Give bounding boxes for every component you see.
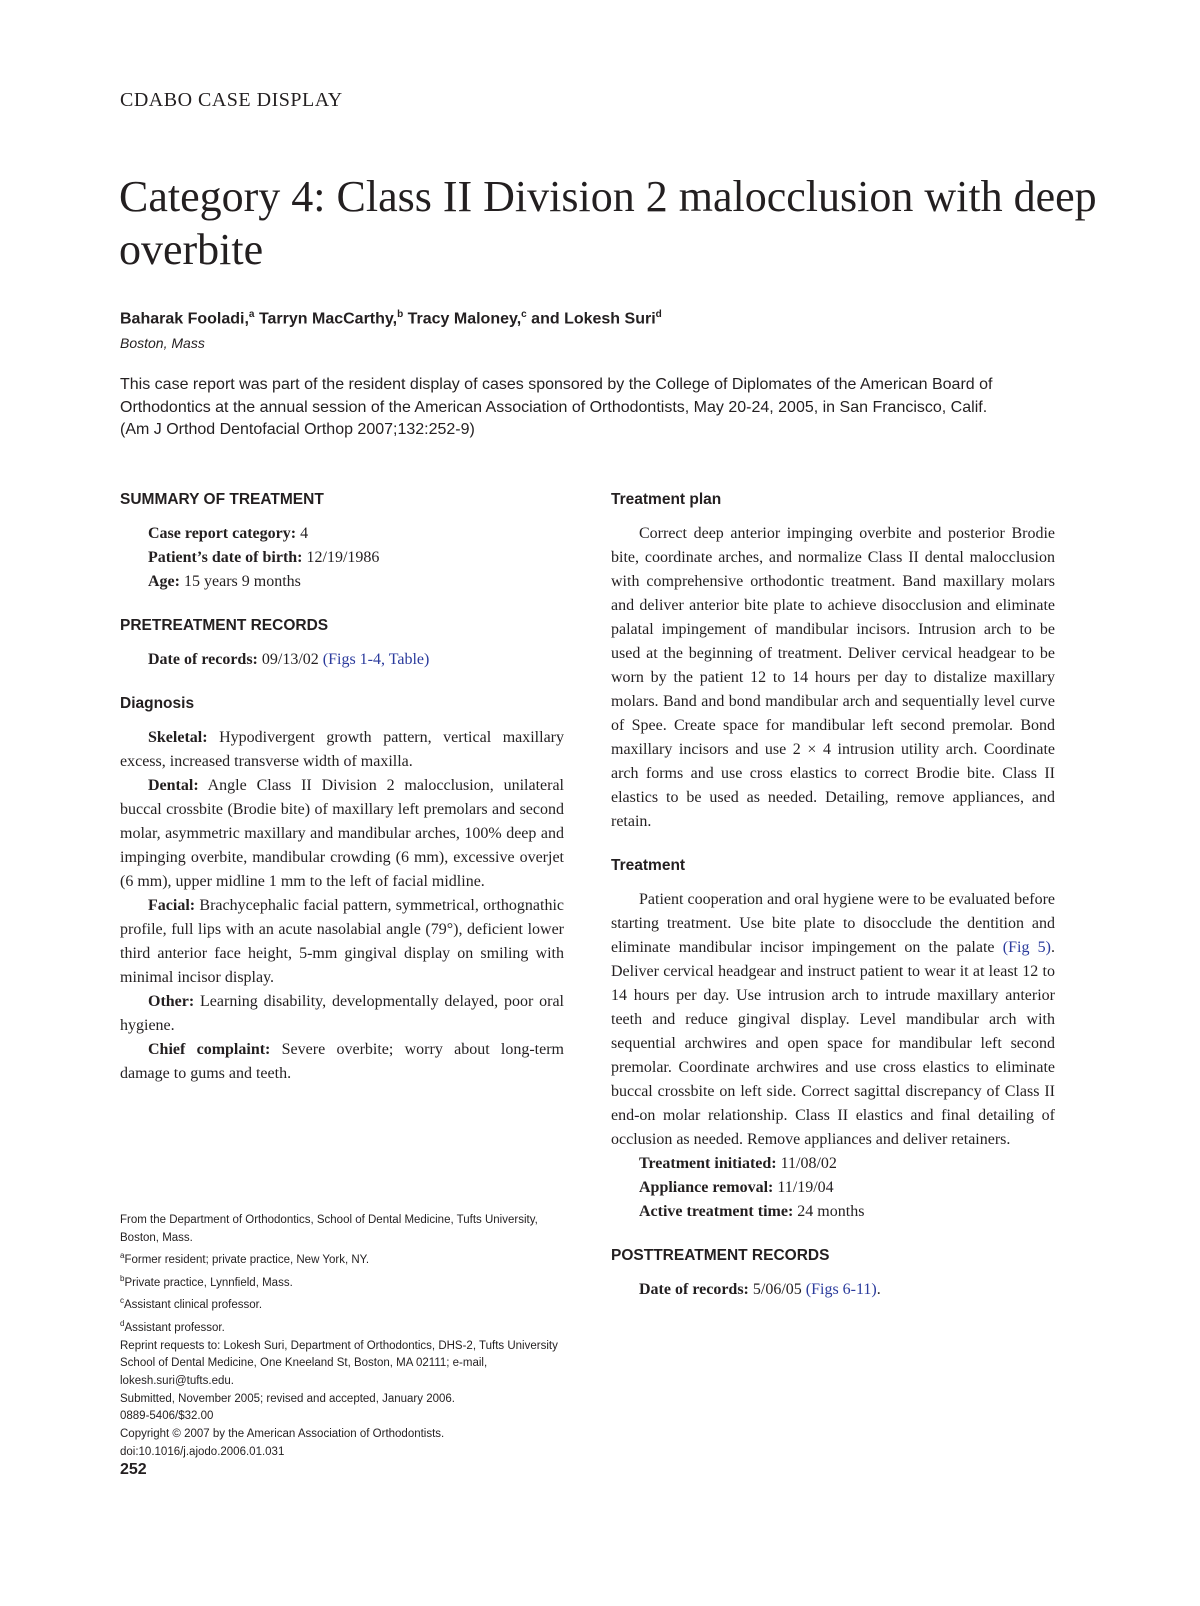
other-paragraph	[120, 990, 564, 1038]
pretreatment-date-value: 09/13/02	[261, 651, 319, 668]
skeletal-label: Skeletal:	[148, 729, 208, 746]
footnote-mark: a	[120, 1251, 125, 1261]
facial-label: Facial:	[148, 897, 196, 914]
page-number: 252	[120, 1461, 147, 1478]
case-category-value: 4	[300, 525, 309, 542]
footnote-mark: c	[120, 1296, 124, 1306]
chief-complaint-paragraph	[120, 1038, 564, 1086]
footnote-copyright: Copyright © 2007 by the American Association of Orthodontists.	[120, 1428, 445, 1441]
fig-5-link[interactable]: (Fig 5)	[1002, 939, 1051, 956]
treatment-paragraph	[611, 888, 1055, 1152]
footnote-text: Assistant professor.	[124, 1321, 225, 1334]
footnote-a	[120, 1247, 564, 1270]
author-name: and Lokesh Suri	[531, 310, 656, 328]
chief-complaint-text: Severe overbite; worry about long-term damage to gums and teeth.	[120, 1041, 564, 1082]
author-affiliation-mark: d	[655, 309, 662, 320]
figs-1-4-link[interactable]: (Figs 1-4, Table)	[322, 651, 430, 668]
other-label: Other:	[148, 993, 195, 1010]
dob-line	[120, 546, 564, 570]
facial-paragraph	[120, 894, 564, 990]
pretreatment-date-line	[120, 648, 564, 672]
posttreatment-date-label: Date of records:	[639, 1281, 749, 1298]
age-value: 15 years 9 months	[183, 573, 301, 590]
treatment-initiated-label: Treatment initiated:	[639, 1155, 777, 1172]
posttreatment-date-suffix: .	[876, 1281, 881, 1298]
footnote-mark: d	[120, 1319, 125, 1328]
footnote-doi: doi:10.1016/j.ajodo.2006.01.031	[120, 1445, 285, 1458]
footnote-price: 0889-5406/$32.00	[120, 1410, 214, 1423]
author-name: Baharak Fooladi,	[120, 310, 249, 328]
dental-paragraph	[120, 774, 564, 894]
author-affiliation-mark: c	[521, 309, 527, 320]
right-column	[611, 490, 1055, 1302]
footnote-affiliation: From the Department of Orthodontics, School of Dental Medicine, Tufts University, Boston, Mass.	[120, 1214, 538, 1244]
abstract: This case report was part of the resident display of cases sponsored by the College of Diplomates of the American Board of Orthodontics at the annual session of the American Association of Orthodontists, May 20-24, 2005, in San Francisco, Calif. (Am J Orthod Dentofacial Orthop 2007;132:252-9)	[120, 376, 993, 438]
figs-6-11-link[interactable]: (Figs 6-11)	[805, 1281, 877, 1298]
treatment-text-part2: . Deliver cervical headgear and instruct patient to wear it at least 12 to 14 hours per day. Use intrusion arch to intrude maxillary anterior teeth and reduce gingival display. Level mandibular arch with sequential archwires and open space for mandibular left second premolar. Coordinate archwires and use cross elastics to eliminate buccal crossbite on left side. Correct sagittal discrepancy of Class II end-on molar relationship. Class II elastics and final detailing of occlusion as needed. Remove appliances and deliver retainers.	[611, 939, 1055, 1148]
facial-text: Brachycephalic facial pattern, symmetrical, orthognathic profile, full lips with an acute nasolabial angle (79°), deficient lower third anterior face height, 5-mm gingival display on smiling with minimal incisor display.	[120, 897, 565, 986]
dental-label: Dental:	[148, 777, 199, 794]
age-line	[120, 570, 564, 594]
left-column	[120, 490, 564, 1086]
footnote-text: Assistant clinical professor.	[124, 1299, 263, 1312]
author-location: Boston, Mass	[120, 335, 205, 351]
posttreatment-heading: POSTTREATMENT RECORDS	[611, 1247, 830, 1264]
dental-text: Angle Class II Division 2 malocclusion, unilateral buccal crossbite (Brodie bite) of maxillary left premolars and second molar, asymmetric maxillary and mandibular arches, 100% deep and impinging overbite, mandibular crowding (6 mm), excessive overjet (6 mm), upper midline 1 mm to the left of facial midline.	[120, 777, 564, 890]
pretreatment-heading: PRETREATMENT RECORDS	[120, 617, 329, 634]
footnotes	[120, 1212, 564, 1461]
case-category-label: Case report category:	[148, 525, 297, 542]
footnote-reprint: Reprint requests to: Lokesh Suri, Department of Orthodontics, DHS-2, Tufts University School of Dental Medicine, One Kneeland St, Boston, MA 02111; e-mail, lokesh.suri@tufts.edu.	[120, 1339, 558, 1387]
treatment-plan-paragraph: Correct deep anterior impinging overbite and posterior Brodie bite, coordinate arches, and normalize Class II dental malocclusion with comprehensive orthodontic treatment. Band maxillary molars and deliver anterior bite plate to achieve disocclusion and eliminate palatal impingement of mandibular incisors. Intrusion arch to be used at the beginning of treatment. Deliver cervical headgear to be worn by the patient 12 to 14 hours per day to distalize maxillary molars. Band and bond mandibular arch and sequentially level curve of Spee. Create space for mandibular left second premolar. Bond maxillary incisors and use 2 × 4 intrusion utility arch. Coordinate arch forms and use cross elastics to correct Brodie bite. Class II elastics to be used as needed. Detailing, remove appliances, and retain.	[611, 525, 1055, 830]
active-treatment-value: 24 months	[797, 1203, 865, 1220]
appliance-removal-line	[611, 1176, 1055, 1200]
active-treatment-line	[611, 1200, 1055, 1224]
appliance-removal-label: Appliance removal:	[639, 1179, 774, 1196]
diagnosis-heading: Diagnosis	[120, 695, 195, 712]
dob-value: 12/19/1986	[306, 549, 380, 566]
author-name: Tarryn MacCarthy,	[258, 310, 398, 328]
footnote-d	[120, 1315, 564, 1338]
treatment-text-part1: Patient cooperation and oral hygiene were to be evaluated before starting treatment. Use bite plate to disocclude the dentition and eliminate mandibular incisor impingement on the palate	[611, 891, 1055, 956]
footnote-text: Former resident; private practice, New York, NY.	[124, 1254, 370, 1267]
footnote-b	[120, 1270, 564, 1293]
appliance-removal-value: 11/19/04	[777, 1179, 834, 1196]
other-text: Learning disability, developmentally delayed, poor oral hygiene.	[120, 993, 564, 1034]
author-affiliation-mark: a	[248, 309, 255, 320]
posttreatment-date-line	[611, 1278, 1055, 1302]
author-list	[120, 309, 662, 328]
skeletal-text: Hypodivergent growth pattern, vertical maxillary excess, increased transverse width of maxilla.	[120, 729, 564, 770]
treatment-initiated-value: 11/08/02	[780, 1155, 837, 1172]
pretreatment-date-label: Date of records:	[148, 651, 258, 668]
footnote-text: Private practice, Lynnfield, Mass.	[124, 1276, 293, 1289]
chief-complaint-label: Chief complaint:	[148, 1041, 271, 1058]
posttreatment-date-value: 5/06/05	[752, 1281, 802, 1298]
age-label: Age:	[148, 573, 180, 590]
summary-heading: SUMMARY OF TREATMENT	[120, 491, 324, 508]
article-title: Category 4: Class II Division 2 malocclusion with deep overbite	[119, 172, 1097, 274]
dob-label: Patient’s date of birth:	[148, 549, 303, 566]
case-category-line	[120, 522, 564, 546]
footnote-mark: b	[120, 1273, 125, 1283]
section-label: CDABO CASE DISPLAY	[120, 89, 343, 111]
treatment-heading: Treatment	[611, 857, 686, 874]
treatment-initiated-line	[611, 1152, 1055, 1176]
author-name: Tracy Maloney,	[407, 310, 522, 328]
skeletal-paragraph	[120, 726, 564, 774]
footnote-submitted: Submitted, November 2005; revised and accepted, January 2006.	[120, 1392, 455, 1405]
author-affiliation-mark: b	[397, 309, 404, 320]
active-treatment-label: Active treatment time:	[639, 1203, 794, 1220]
footnote-c	[120, 1292, 564, 1315]
treatment-plan-heading: Treatment plan	[611, 491, 722, 508]
